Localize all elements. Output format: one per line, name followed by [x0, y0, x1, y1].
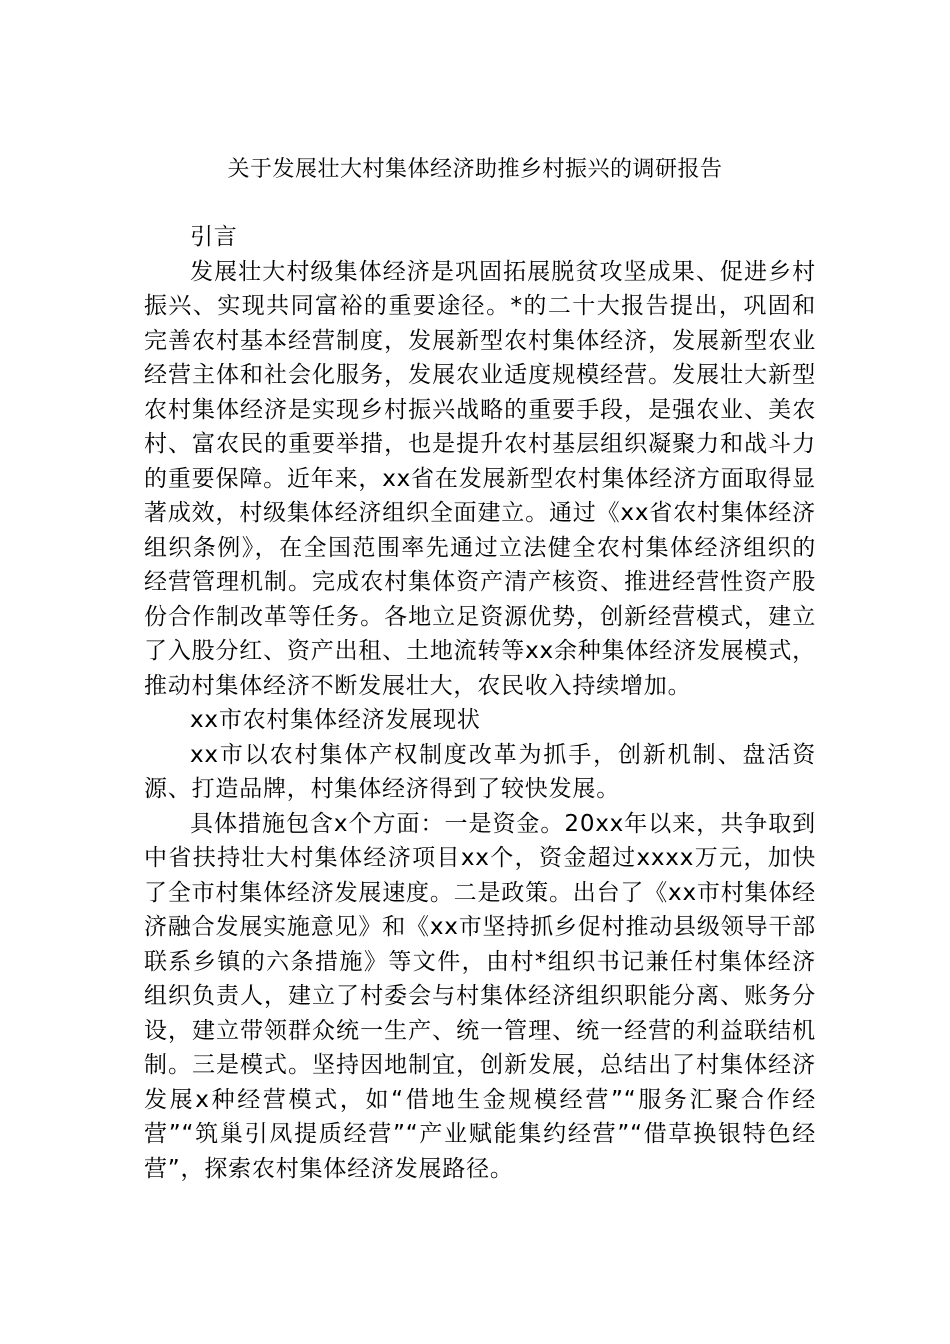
status-heading: xx市农村集体经济发展现状 — [190, 707, 481, 733]
intro-heading: 引言 — [190, 224, 238, 250]
intro-paragraph: 发展壮大村级集体经济是巩固拓展脱贫攻坚成果、促进乡村振兴、实现共同富裕的重要途径。*的二十大报告提出，巩固和完善农村基本经营制度，发展新型农村集体经济，发展新型农业经营主体和社会化服务，发展农业适度规模经营。发展壮大新型农村集体经济是实现乡村振兴战略的重要手段，是强农业、美农村、富农民的重要举措，也是提升农村基层组织凝聚力和战斗力的重要保障。近年来，xx省在发展新型农村集体经济方面取得显著成效，村级集体经济组织全面建立。通过《xx省农村集体经济组织条例》，在全国范围率先通过立法健全农村集体经济组织的经营管理机制。完成农村集体资产清产核资、推进经营性资产股份合作制改革等任务。各地立足资源优势，创新经营模式，建立了入股分红、资产出租、土地流转等xx余种集体经济发展模式，推动村集体经济不断发展壮大，农民收入持续增加。 — [144, 258, 816, 699]
status-paragraph: xx市以农村集体产权制度改革为抓手，创新机制、盘活资源、打造品牌，村集体经济得到了较快发展。 — [144, 741, 816, 802]
document-body — [144, 220, 816, 1186]
measures-paragraph: 具体措施包含x个方面：一是资金。20xx年以来，共争取到中省扶持壮大村集体经济项目xx个，资金超过xxxx万元，加快了全市村集体经济发展速度。二是政策。出台了《xx市村集体经济融合发展实施意见》和《xx市坚持抓乡促村推动县级领导干部联系乡镇的六条措施》等文件，由村*组织书记兼任村集体经济组织负责人，建立了村委会与村集体经济组织职能分离、账务分设，建立带领群众统一生产、统一管理、统一经营的利益联结机制。三是模式。坚持因地制宜，创新发展，总结出了村集体经济发展x种经营模式，如“借地生金规模经营”“服务汇聚合作经营”“筑巢引凤提质经营”“产业赋能集约经营”“借草换银特色经营”，探索农村集体经济发展路径。 — [144, 810, 816, 1182]
document-title: 关于发展壮大村集体经济助推乡村振兴的调研报告 — [227, 157, 723, 182]
